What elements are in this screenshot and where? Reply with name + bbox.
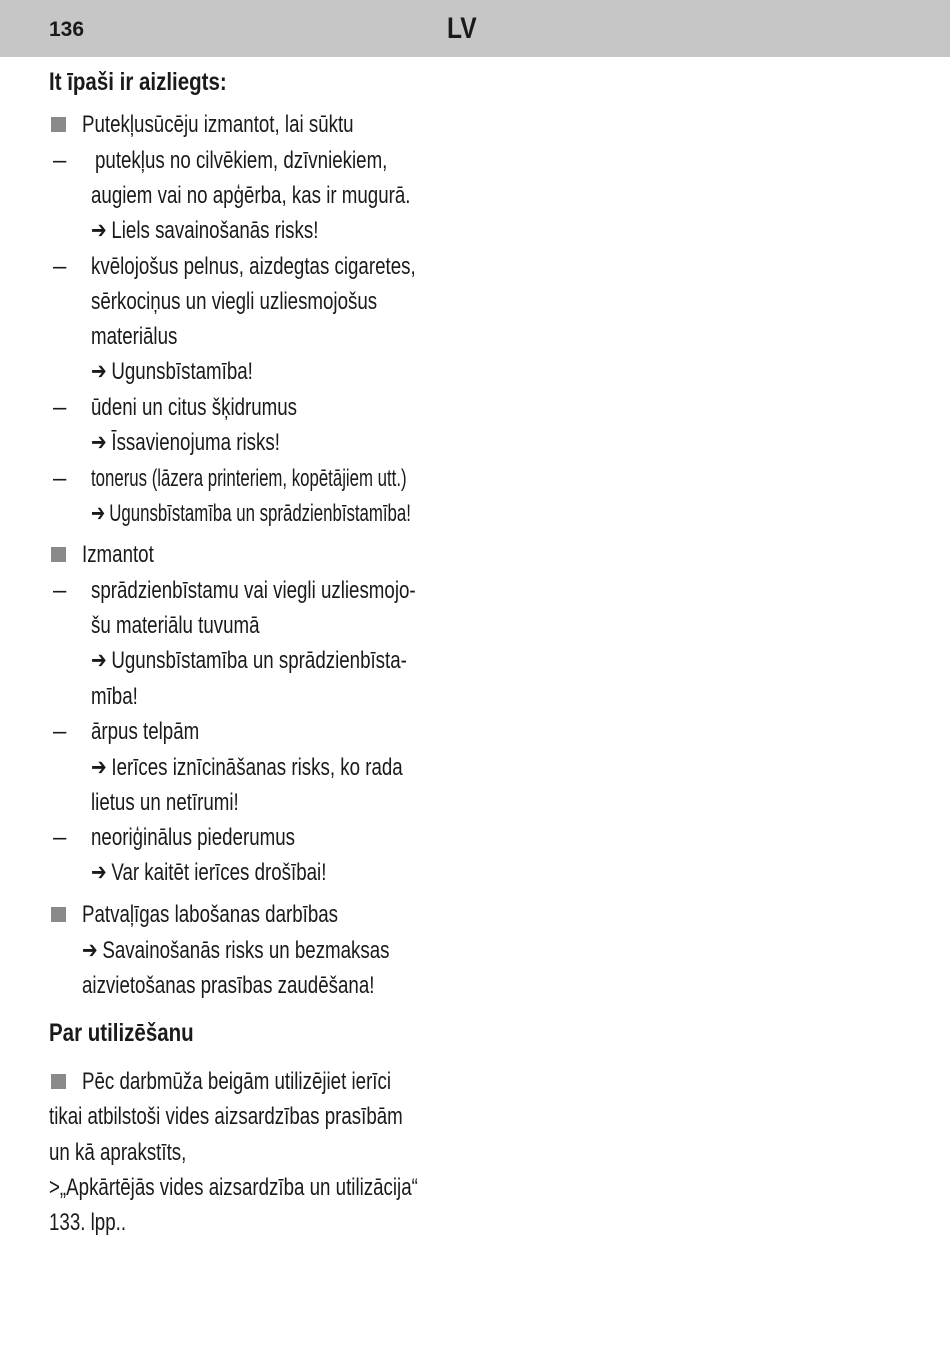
warning-line-cont: lietus un netīrumi! [91, 789, 239, 816]
dash-icon: – [53, 824, 67, 851]
warning-text: Ugunsbīstamība un sprādzienbīsta- [111, 647, 407, 674]
square-bullet-icon [51, 907, 66, 922]
dash-icon: – [53, 465, 67, 492]
page-header [0, 0, 950, 57]
dash-icon: – [53, 253, 67, 280]
list-item-line: augiem vai no apģērba, kas ir mugurā. [91, 182, 411, 209]
dash-icon: – [53, 394, 67, 421]
warning-text: Ugunsbīstamība un sprādzienbīstamība! [109, 500, 411, 527]
dash-icon: – [53, 147, 67, 174]
warning-line [82, 936, 390, 966]
warning-text: Savainošanās risks un bezmaksas [102, 937, 390, 964]
bullet-text: Patvaļīgas labošanas darbības [82, 901, 339, 928]
square-bullet-icon [51, 117, 66, 132]
list-item-line: neoriģinālus piederumus [91, 824, 295, 851]
list-item-line: sērkociņus un viegli uzliesmojošus [91, 288, 378, 315]
dash-icon: – [53, 718, 67, 745]
square-bullet-icon [51, 1074, 66, 1089]
warning-line-cont: mība! [91, 683, 138, 710]
arrow-right-icon: ➔ [91, 859, 107, 886]
arrow-right-icon: ➔ [91, 500, 106, 527]
page-number: 136 [49, 18, 85, 41]
warning-line [91, 357, 253, 387]
warning-text: Īssavienojuma risks! [111, 429, 280, 456]
warning-line [91, 646, 407, 676]
warning-text: Liels savainošanās risks! [111, 217, 319, 244]
section-heading-prohibited: It īpaši ir aizliegts: [49, 68, 227, 96]
page-reference: 133. lpp.. [49, 1209, 127, 1236]
list-item-line: ūdeni un citus šķidrumus [91, 394, 298, 421]
arrow-right-icon: ➔ [91, 217, 107, 244]
paragraph-line: Pēc darbmūža beigām utilizējiet ierīci [82, 1068, 392, 1095]
list-item-line: materiālus [91, 323, 178, 350]
list-item-line: putekļus no cilvēkiem, dzīvniekiem, [95, 147, 388, 174]
bullet-text: Putekļusūcēju izmantot, lai sūktu [82, 111, 354, 138]
list-item-line: tonerus (lāzera printeriem, kopētājiem utt.) [91, 465, 407, 492]
cross-reference-link[interactable]: >„Apkārtējās vides aizsardzība un utilizācija“ [49, 1174, 418, 1201]
warning-line-cont: aizvietošanas prasības zaudēšana! [82, 972, 375, 999]
list-item-line: šu materiālu tuvumā [91, 612, 260, 639]
warning-line [91, 858, 326, 888]
list-item-line: ārpus telpām [91, 718, 200, 745]
square-bullet-icon [51, 547, 66, 562]
warning-line [91, 428, 280, 458]
warning-text: Ugunsbīstamība! [111, 358, 253, 385]
language-code: LV [447, 12, 477, 45]
arrow-right-icon: ➔ [91, 429, 107, 456]
dash-icon: – [53, 577, 67, 604]
warning-line [91, 216, 318, 246]
warning-line [91, 753, 403, 783]
arrow-right-icon: ➔ [91, 647, 107, 674]
arrow-right-icon: ➔ [91, 358, 107, 385]
warning-line [91, 499, 411, 529]
list-item-line: kvēlojošus pelnus, aizdegtas cigaretes, [91, 253, 416, 280]
arrow-right-icon: ➔ [82, 937, 98, 964]
arrow-right-icon: ➔ [91, 754, 107, 781]
paragraph-line: un kā aprakstīts, [49, 1139, 187, 1166]
warning-text: Var kaitēt ierīces drošībai! [111, 859, 327, 886]
bullet-text: Izmantot [82, 541, 154, 568]
paragraph-line: tikai atbilstoši vides aizsardzības prasībām [49, 1103, 403, 1130]
warning-text: Ierīces iznīcināšanas risks, ko rada [111, 754, 403, 781]
section-heading-disposal: Par utilizēšanu [49, 1019, 194, 1047]
list-item-line: sprādzienbīstamu vai viegli uzliesmojo- [91, 577, 416, 604]
